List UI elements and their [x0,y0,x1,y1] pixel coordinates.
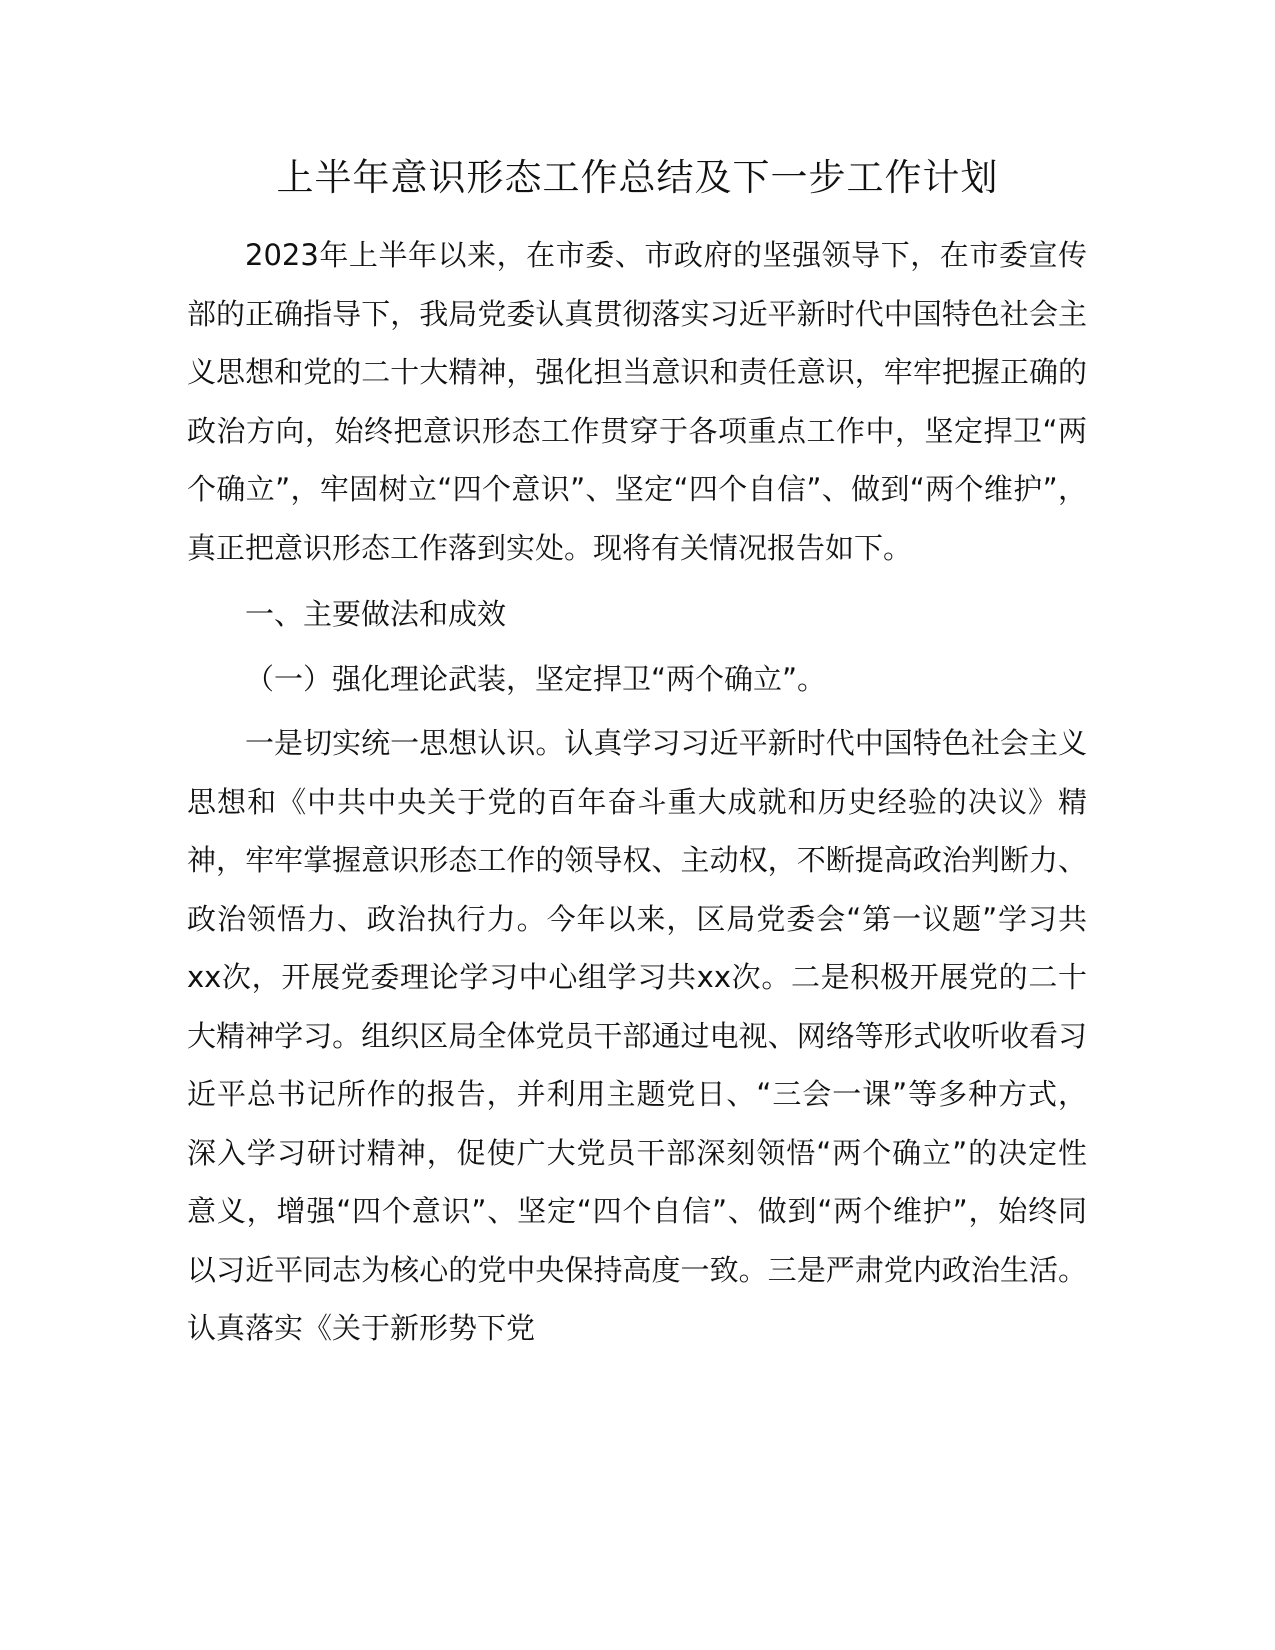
body-paragraph: 一是切实统一思想认识。认真学习习近平新时代中国特色社会主义思想和《中共中央关于党的百年奋斗重大成就和历史经验的决议》精神，牢牢掌握意识形态工作的领导权、主动权，不断提高政治判断力、政治领悟力、政治执行力。今年以来，区局党委会“第一议题”学习共xx次，开展党委理论学习中心组学习共xx次。二是积极开展党的二十大精神学习。组织区局全体党员干部通过电视、网络等形式收听收看习近平总书记所作的报告，并利用主题党日、“三会一课”等多种方式，深入学习研讨精神，促使广大党员干部深刻领悟“两个确立”的决定性意义，增强“四个意识”、坚定“四个自信”、做到“两个维护”，始终同以习近平同志为核心的党中央保持高度一致。三是严肃党内政治生活。认真落实《关于新形势下党 [187,726,1087,1345]
document-title: 上半年意识形态工作总结及下一步工作计划 [276,156,999,199]
subsection-heading: （一）强化理论武装，坚定捍卫“两个确立”。 [245,661,827,696]
intro-paragraph: 2023年上半年以来，在市委、市政府的坚强领导下，在市委宣传部的正确指导下，我局党委认真贯彻落实习近平新时代中国特色社会主义思想和党的二十大精神，强化担当意识和责任意识，牢牢把握正确的政治方向，始终把意识形态工作贯穿于各项重点工作中，坚定捍卫“两个确立”，牢固树立“四个意识”、坚定“四个自信”、做到“两个维护”，真正把意识形态工作落到实处。现将有关情况报告如下。 [187,238,1087,565]
document-body [187,226,1087,1358]
section-heading: 一、主要做法和成效 [245,597,507,631]
